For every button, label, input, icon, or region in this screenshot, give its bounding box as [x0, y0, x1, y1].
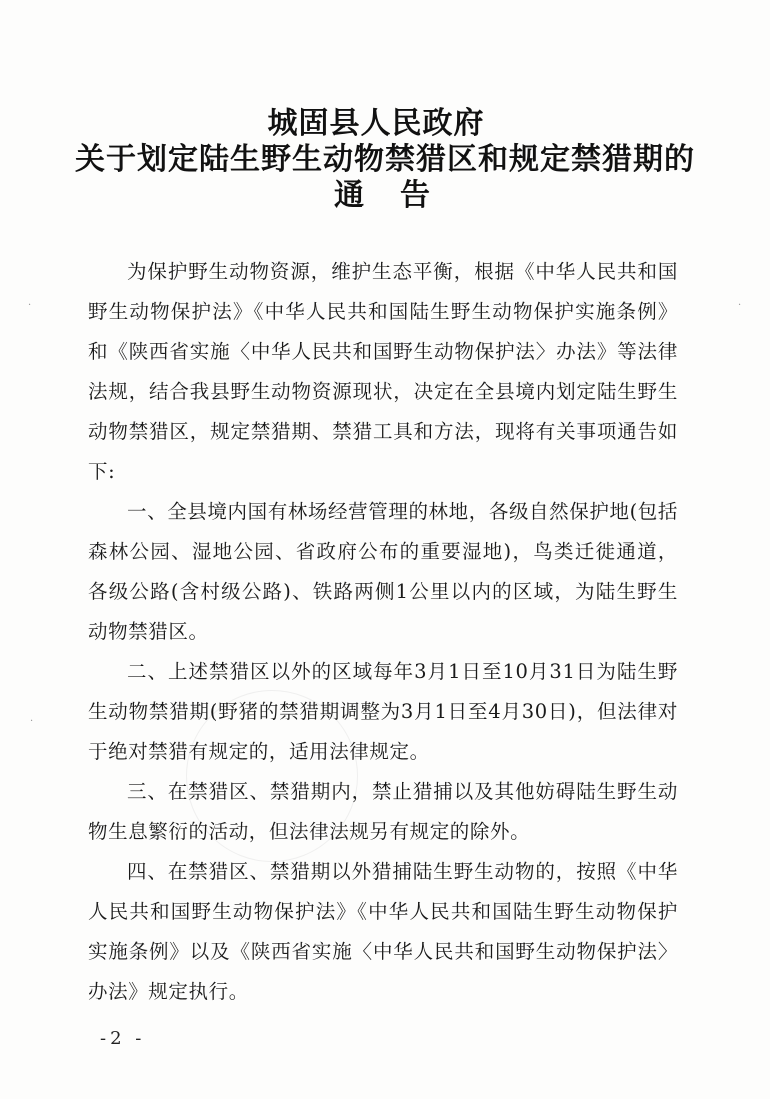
title-doc-type: 通告 — [334, 178, 466, 213]
paragraph-item-1: 一、全县境内国有林场经营管理的林地，各级自然保护地(包括森林公园、湿地公园、省政府公布的重要湿地)，鸟类迁徙通道，各级公路(含村级公路)、铁路两侧1公里以内的区域，为陆生野生动物禁猎区。 — [88, 500, 678, 643]
notice-body — [88, 252, 678, 1012]
scan-speck: · — [30, 716, 34, 727]
paragraph-item-3: 三、在禁猎区、禁猎期内，禁止猎捕以及其他妨碍陆生野生动物生息繁衍的活动，但法律法规另有规定的除外。 — [88, 780, 678, 843]
paragraph-item-4: 四、在禁猎区、禁猎期以外猎捕陆生野生动物的，按照《中华人民共和国野生动物保护法》《中华人民共和国陆生野生动物保护实施条例》以及《陕西省实施〈中华人民共和国野生动物保护法〉办法》规定执行。 — [88, 860, 678, 1003]
paragraph-item-2: 二、上述禁猎区以外的区域每年3月1日至10月31日为陆生野生动物禁猎期(野猪的禁猎期调整为3月1日至4月30日)，但法律对于绝对禁猎有规定的，适用法律规定。 — [88, 660, 678, 763]
scan-speck: · — [28, 300, 32, 311]
title-subject: 关于划定陆生野生动物禁猎区和规定禁猎期的 — [75, 142, 695, 177]
page-number: -2 - — [100, 1028, 146, 1049]
scan-speck: · — [738, 300, 742, 311]
title-issuer: 城固县人民政府 — [267, 106, 485, 141]
notice-title — [0, 106, 770, 214]
paragraph-preamble: 为保护野生动物资源，维护生态平衡，根据《中华人民共和国野生动物保护法》《中华人民共和国陆生野生动物保护实施条例》和《陕西省实施〈中华人民共和国野生动物保护法〉办法》等法律法规，结合我县野生动物资源现状，决定在全县境内划定陆生野生动物禁猎区，规定禁猎期、禁猎工具和方法，现将有关事项通告如下: — [88, 260, 678, 483]
